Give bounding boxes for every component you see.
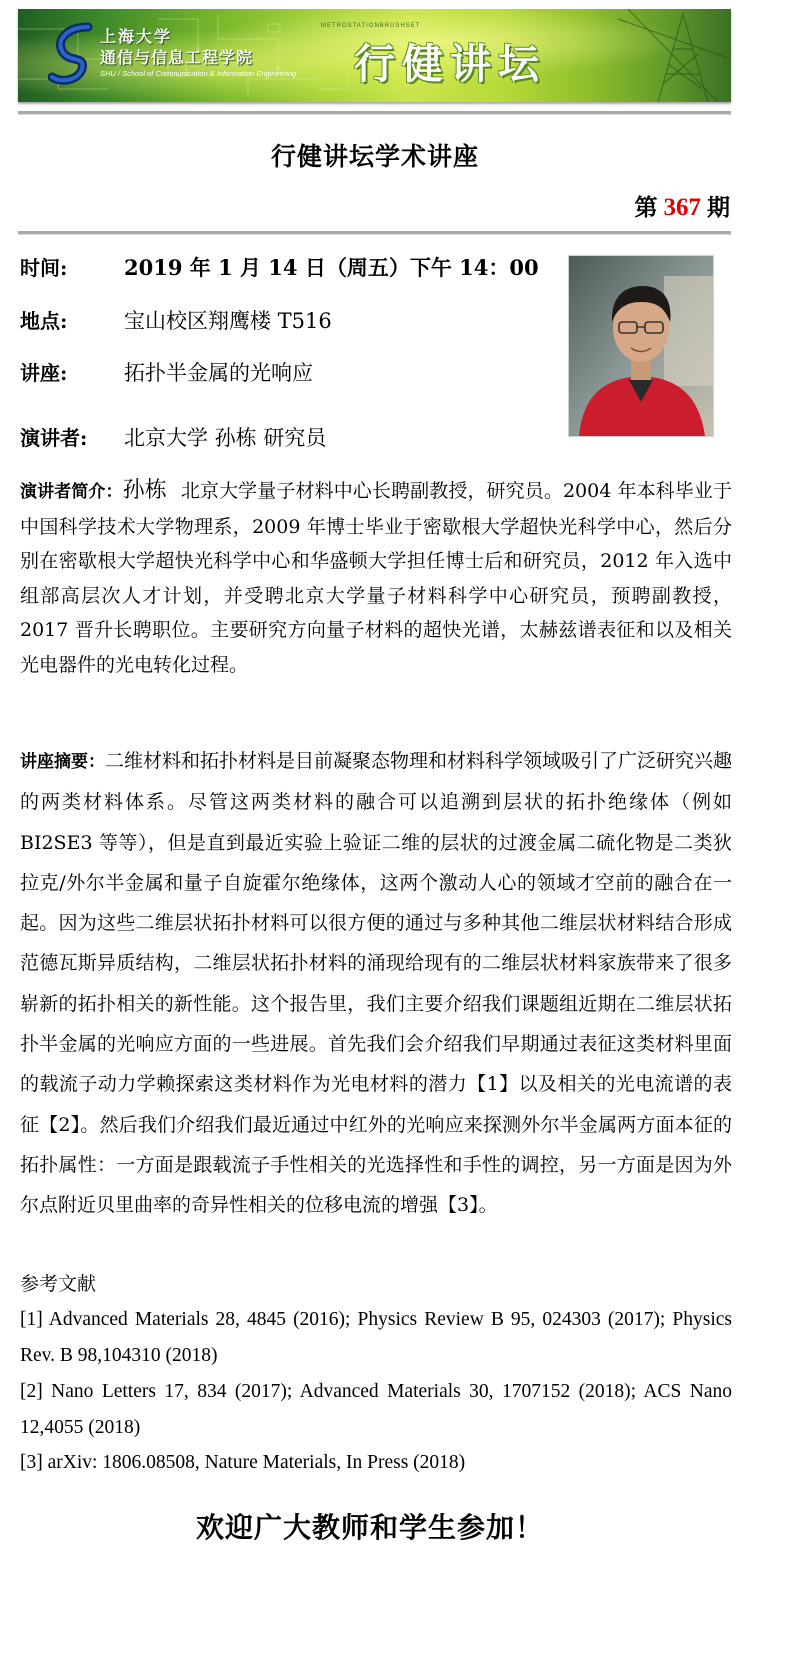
speaker-bio (20, 474, 732, 682)
bio-heading: 演讲者简介： (20, 482, 123, 502)
header-banner (18, 9, 731, 102)
issue-number-value: 367 (663, 194, 701, 221)
page-title: 行健讲坛学术讲座 (270, 142, 479, 171)
school-name: 通信与信息工程学院 (100, 48, 254, 67)
issue-prefix: 第 (634, 194, 658, 221)
university-name: 上海大学 (100, 27, 173, 46)
time-value: 2019 年 1 月 14 日（周五）下午 14：00 (124, 255, 539, 280)
school-name-english: SHU / School of Communication & Information Engineering (100, 69, 297, 78)
forum-name: 行健讲坛 (354, 40, 546, 88)
reference-item: [1] Advanced Materials 28, 4845 (2016); Physics Review B 95, 024303 (2017); Physics Rev. B 98,104310 (2018) (20, 1309, 732, 1366)
reference-item: [2] Nano Letters 17, 834 (2017); Advanced Materials 30, 1707152 (2018); ACS Nano 12,4055 (2018) (20, 1381, 732, 1438)
lecture-label: 讲座: (20, 361, 68, 385)
references-title: 参考文献 (20, 1273, 97, 1295)
bio-text: 北京大学量子材料中心长聘副教授，研究员。2004 年本科毕业于中国科学技术大学物理系，2009 年博士毕业于密歇根大学超快光科学中心，然后分别在密歇根大学超快光科学中心和华盛顿大学担任博士后和研究员，2012 年入选中组部高层次人才计划，并受聘北京大学量子材料科学中心研究员，预聘副教授，2017 晋升长聘职位。主要研究方向量子材料的超快光谱，太赫兹谱表征和以及相关光电器件的光电转化过程。 (20, 480, 732, 676)
lecture-abstract (20, 741, 732, 1226)
shu-logo-icon (48, 21, 96, 91)
place-label: 地点: (20, 309, 68, 333)
time-label: 时间: (20, 256, 68, 280)
bio-speaker-name: 孙栋 (122, 478, 167, 503)
reference-item: [3] arXiv: 1806.08508, Nature Materials, In Press (2018) (20, 1452, 466, 1473)
speaker-photo (569, 256, 713, 436)
welcome-message: 欢迎广大教师和学生参加！ (195, 1511, 544, 1544)
issue-number (635, 189, 731, 222)
lecture-value: 拓扑半金属的光响应 (124, 361, 313, 385)
issue-suffix: 期 (707, 194, 730, 221)
speaker-value: 北京大学 孙栋 研究员 (124, 426, 327, 450)
abstract-text: 二维材料和拓扑材料是目前凝聚态物理和材料科学领域吸引了广泛研究兴趣的两类材料体系。尽管这两类材料的融合可以追溯到层状的拓扑绝缘体（例如 BI2SE3 等等），但是直到最近实验上验证二维的层状的过渡金属二硫化物是二类狄拉克/外尔半金属和量子自旋霍尔绝缘体，这两个激动人心的领域才空前的融合在一起。因为这些二维层状拓扑材料可以很方便的通过与多种其他二维层状材料结合形成范德瓦斯异质结构，二维层状拓扑材料的涌现给现有的二维层状材料家族带来了很多崭新的拓扑相关的新性能。这个报告里，我们主要介绍我们课题组近期在二维层状拓扑半金属的光响应方面的一些进展。首先我们会介绍我们早期通过表征这类材料里面的载流子动力学赖探索这类材料作为光电材料的潜力【1】以及相关的光电流谱的表征【2】。然后我们介绍我们最近通过中红外的光响应来探测外尔半金属两方面本征的拓扑属性：一方面是跟载流子手性相关的光选择性和手性的调控，另一方面是因为外尔点附近贝里曲率的奇异性相关的位移电流的增强【3】。 (20, 750, 733, 1217)
banner-watermark: METROSTATIONBRUSHSET (321, 23, 421, 29)
info-divider (18, 231, 731, 235)
speaker-label: 演讲者: (20, 426, 88, 450)
speaker-portrait-illustration (569, 256, 713, 436)
abstract-heading: 讲座摘要： (20, 752, 105, 772)
top-divider (18, 111, 731, 115)
place-value: 宝山校区翔鹰楼 T516 (124, 309, 332, 333)
